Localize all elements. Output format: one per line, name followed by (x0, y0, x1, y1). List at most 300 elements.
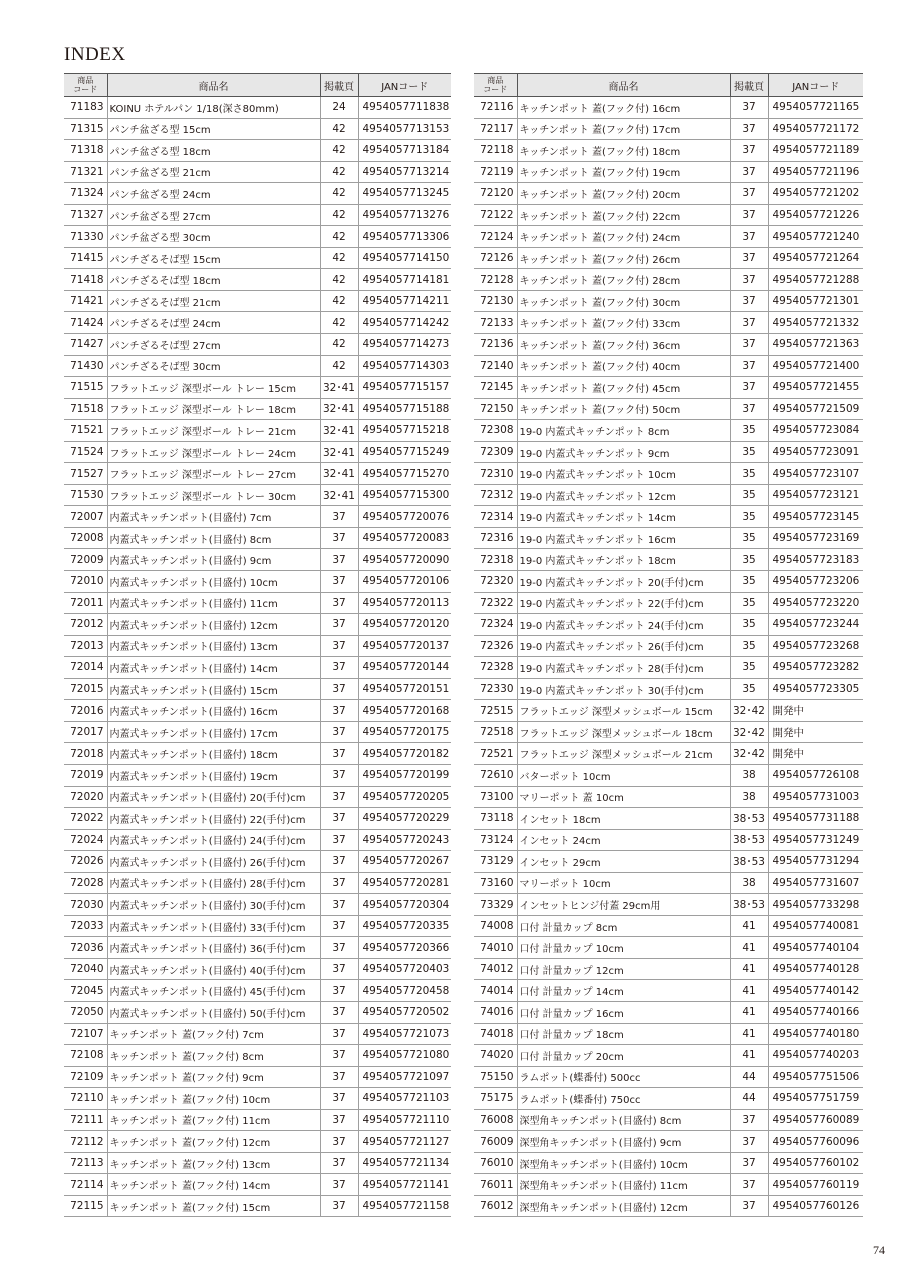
jan-code-cell: 4954057751506 (768, 1066, 863, 1088)
product-name-cell: キッチンポット 蓋(フック付) 24cm (517, 226, 730, 248)
jan-code-cell: 4954057723145 (768, 506, 863, 528)
jan-code-cell: 4954057723268 (768, 635, 863, 657)
page-cell: 37 (320, 1152, 358, 1174)
page-cell: 37 (320, 592, 358, 614)
table-row (474, 851, 863, 873)
page-cell: 37 (320, 506, 358, 528)
jan-code-cell: 4954057720113 (358, 592, 451, 614)
table-row (64, 527, 451, 549)
product-name-cell: キッチンポット 蓋(フック付) 50cm (517, 398, 730, 420)
jan-code-cell: 4954057721080 (358, 1045, 451, 1067)
product-name-cell: キッチンポット 蓋(フック付) 16cm (517, 97, 730, 119)
table-row (474, 894, 863, 916)
table-row (474, 183, 863, 205)
product-code-cell: 72122 (474, 204, 517, 226)
page-cell: 24 (320, 97, 358, 119)
table-row (64, 463, 451, 485)
product-code-cell: 72521 (474, 743, 517, 765)
page-cell: 32･41 (320, 484, 358, 506)
page-cell: 37 (320, 700, 358, 722)
jan-code-cell: 4954057715249 (358, 441, 451, 463)
product-code-cell: 71418 (64, 269, 107, 291)
product-name-cell: インセット 29cm (517, 851, 730, 873)
page-cell: 42 (320, 183, 358, 205)
page-cell: 32･41 (320, 398, 358, 420)
page-cell: 35 (730, 592, 768, 614)
page-cell: 32･42 (730, 700, 768, 722)
jan-code-cell: 4954057720366 (358, 937, 451, 959)
table-row (474, 700, 863, 722)
jan-code-cell: 4954057720144 (358, 657, 451, 679)
product-name-cell: 19-0 内蓋式キッチンポット 12cm (517, 484, 730, 506)
product-code-cell: 72314 (474, 506, 517, 528)
page-number: 74 (873, 1243, 885, 1257)
product-name-cell: 19-0 内蓋式キッチンポット 30(手付)cm (517, 678, 730, 700)
jan-code-cell: 4954057740128 (768, 958, 863, 980)
product-code-cell: 71518 (64, 398, 107, 420)
page-cell: 41 (730, 1045, 768, 1067)
index-table-right (474, 73, 863, 1217)
product-name-cell: 口付 計量カップ 14cm (517, 980, 730, 1002)
page-cell: 37 (730, 183, 768, 205)
header-product-code: 商品 コード (474, 74, 517, 97)
product-name-cell: キッチンポット 蓋(フック付) 30cm (517, 290, 730, 312)
product-code-cell: 74016 (474, 1001, 517, 1023)
product-code-cell: 72326 (474, 635, 517, 657)
product-name-cell: 口付 計量カップ 10cm (517, 937, 730, 959)
product-name-cell: 内蓋式キッチンポット(目盛付) 22(手付)cm (107, 808, 320, 830)
product-code-cell: 72120 (474, 183, 517, 205)
jan-code-cell: 4954057721455 (768, 377, 863, 399)
jan-code-cell: 4954057721134 (358, 1152, 451, 1174)
product-code-cell: 72136 (474, 334, 517, 356)
product-code-cell: 72112 (64, 1131, 107, 1153)
page-cell: 35 (730, 527, 768, 549)
product-code-cell: 72036 (64, 937, 107, 959)
jan-code-cell: 4954057715270 (358, 463, 451, 485)
product-name-cell: 内蓋式キッチンポット(目盛付) 10cm (107, 571, 320, 593)
product-name-cell: 内蓋式キッチンポット(目盛付) 11cm (107, 592, 320, 614)
page-cell: 37 (320, 1045, 358, 1067)
page-cell: 42 (320, 312, 358, 334)
jan-code-cell: 4954057720175 (358, 721, 451, 743)
product-code-cell: 71327 (64, 204, 107, 226)
table-row (474, 915, 863, 937)
jan-code-cell: 4954057740142 (768, 980, 863, 1002)
product-name-cell: 内蓋式キッチンポット(目盛付) 40(手付)cm (107, 958, 320, 980)
product-code-cell: 73129 (474, 851, 517, 873)
product-name-cell: フラットエッジ 深型メッシュボール 18cm (517, 721, 730, 743)
page-cell: 37 (320, 657, 358, 679)
page-cell: 32･41 (320, 441, 358, 463)
page-cell: 37 (320, 808, 358, 830)
product-code-cell: 72610 (474, 764, 517, 786)
product-code-cell: 72010 (64, 571, 107, 593)
product-name-cell: 口付 計量カップ 8cm (517, 915, 730, 937)
product-name-cell: 深型角キッチンポット(目盛付) 10cm (517, 1152, 730, 1174)
jan-code-cell: 4954057723220 (768, 592, 863, 614)
page-cell: 37 (730, 355, 768, 377)
product-name-cell: インセット 18cm (517, 808, 730, 830)
product-code-cell: 72020 (64, 786, 107, 808)
product-name-cell: キッチンポット 蓋(フック付) 15cm (107, 1195, 320, 1217)
page-cell: 35 (730, 463, 768, 485)
page-cell: 35 (730, 441, 768, 463)
product-code-cell: 72017 (64, 721, 107, 743)
jan-code-cell: 4954057723206 (768, 571, 863, 593)
header-product-name: 商品名 (107, 74, 320, 97)
table-row (64, 506, 451, 528)
product-code-cell: 71315 (64, 118, 107, 140)
product-code-cell: 71424 (64, 312, 107, 334)
product-code-cell: 73160 (474, 872, 517, 894)
page-cell: 37 (730, 398, 768, 420)
table-row (474, 808, 863, 830)
table-row (64, 700, 451, 722)
product-name-cell: 内蓋式キッチンポット(目盛付) 45(手付)cm (107, 980, 320, 1002)
table-row (474, 549, 863, 571)
product-name-cell: 19-0 内蓋式キッチンポット 18cm (517, 549, 730, 571)
table-row (64, 657, 451, 679)
product-name-cell: キッチンポット 蓋(フック付) 19cm (517, 161, 730, 183)
page-cell: 35 (730, 678, 768, 700)
jan-code-cell: 4954057726108 (768, 764, 863, 786)
jan-code-cell: 4954057713306 (358, 226, 451, 248)
header-page: 掲載頁 (730, 74, 768, 97)
table-row (474, 872, 863, 894)
table-row (64, 1045, 451, 1067)
product-code-cell: 72308 (474, 420, 517, 442)
product-name-cell: 19-0 内蓋式キッチンポット 24(手付)cm (517, 614, 730, 636)
jan-code-cell: 4954057720403 (358, 958, 451, 980)
product-name-cell: キッチンポット 蓋(フック付) 13cm (107, 1152, 320, 1174)
product-name-cell: 内蓋式キッチンポット(目盛付) 16cm (107, 700, 320, 722)
jan-code-cell: 4954057713153 (358, 118, 451, 140)
product-code-cell: 72033 (64, 915, 107, 937)
page-cell: 37 (730, 118, 768, 140)
jan-code-cell: 4954057720502 (358, 1001, 451, 1023)
product-code-cell: 72050 (64, 1001, 107, 1023)
page-cell: 37 (320, 786, 358, 808)
page-cell: 37 (320, 829, 358, 851)
table-row (64, 980, 451, 1002)
jan-code-cell: 4954057760102 (768, 1152, 863, 1174)
product-code-cell: 72318 (474, 549, 517, 571)
page-cell: 35 (730, 614, 768, 636)
product-name-cell: キッチンポット 蓋(フック付) 9cm (107, 1066, 320, 1088)
header-jan-code: JANコード (358, 74, 451, 97)
product-name-cell: パンチざるそば型 15cm (107, 247, 320, 269)
jan-code-cell: 4954057721103 (358, 1088, 451, 1110)
product-name-cell: キッチンポット 蓋(フック付) 11cm (107, 1109, 320, 1131)
page-cell: 38･53 (730, 829, 768, 851)
table-row (64, 290, 451, 312)
product-code-cell: 72312 (474, 484, 517, 506)
jan-code-cell: 4954057723107 (768, 463, 863, 485)
product-code-cell: 71530 (64, 484, 107, 506)
product-name-cell: バターポット 10cm (517, 764, 730, 786)
product-code-cell: 72012 (64, 614, 107, 636)
jan-code-cell: 4954057720304 (358, 894, 451, 916)
table-row (64, 441, 451, 463)
jan-code-cell: 4954057721509 (768, 398, 863, 420)
product-code-cell: 71321 (64, 161, 107, 183)
jan-code-cell: 4954057720168 (358, 700, 451, 722)
product-name-cell: 深型角キッチンポット(目盛付) 11cm (517, 1174, 730, 1196)
product-code-cell: 76008 (474, 1109, 517, 1131)
product-name-cell: キッチンポット 蓋(フック付) 18cm (517, 140, 730, 162)
product-name-cell: 内蓋式キッチンポット(目盛付) 19cm (107, 764, 320, 786)
product-code-cell: 72113 (64, 1152, 107, 1174)
jan-code-cell: 4954057723183 (768, 549, 863, 571)
jan-code-cell: 4954057723169 (768, 527, 863, 549)
product-name-cell: 内蓋式キッチンポット(目盛付) 24(手付)cm (107, 829, 320, 851)
product-name-cell: キッチンポット 蓋(フック付) 36cm (517, 334, 730, 356)
table-row (474, 226, 863, 248)
page-cell: 42 (320, 161, 358, 183)
product-code-cell: 72007 (64, 506, 107, 528)
product-code-cell: 72117 (474, 118, 517, 140)
product-code-cell: 72316 (474, 527, 517, 549)
product-code-cell: 74012 (474, 958, 517, 980)
table-row (64, 161, 451, 183)
product-name-cell: キッチンポット 蓋(フック付) 22cm (517, 204, 730, 226)
jan-code-cell: 4954057721301 (768, 290, 863, 312)
product-name-cell: キッチンポット 蓋(フック付) 28cm (517, 269, 730, 291)
table-row (64, 872, 451, 894)
product-code-cell: 74018 (474, 1023, 517, 1045)
page-cell: 37 (320, 894, 358, 916)
page-cell: 37 (730, 97, 768, 119)
product-code-cell: 71330 (64, 226, 107, 248)
page-cell: 37 (320, 571, 358, 593)
jan-code-cell: 4954057720076 (358, 506, 451, 528)
product-code-cell: 72115 (64, 1195, 107, 1217)
product-name-cell: フラットエッジ 深型メッシュボール 15cm (517, 700, 730, 722)
page-cell: 37 (320, 614, 358, 636)
product-code-cell: 72107 (64, 1023, 107, 1045)
product-code-cell: 72013 (64, 635, 107, 657)
jan-code-cell: 4954057720267 (358, 851, 451, 873)
table-row (64, 764, 451, 786)
product-name-cell: フラットエッジ 深型ボール トレー 18cm (107, 398, 320, 420)
product-name-cell: 19-0 内蓋式キッチンポット 8cm (517, 420, 730, 442)
product-name-cell: 深型角キッチンポット(目盛付) 8cm (517, 1109, 730, 1131)
product-name-cell: キッチンポット 蓋(フック付) 7cm (107, 1023, 320, 1045)
jan-code-cell: 4954057721158 (358, 1195, 451, 1217)
page-cell: 37 (320, 527, 358, 549)
page-cell: 35 (730, 484, 768, 506)
jan-code-cell: 4954057720151 (358, 678, 451, 700)
product-code-cell: 72108 (64, 1045, 107, 1067)
product-name-cell: 19-0 内蓋式キッチンポット 16cm (517, 527, 730, 549)
product-name-cell: パンチざるそば型 30cm (107, 355, 320, 377)
jan-code-cell: 4954057714181 (358, 269, 451, 291)
jan-code-cell: 4954057733298 (768, 894, 863, 916)
page-cell: 41 (730, 915, 768, 937)
page-cell: 37 (320, 743, 358, 765)
table-row (64, 377, 451, 399)
product-name-cell: パンチ盆ざる型 15cm (107, 118, 320, 140)
page-cell: 37 (320, 1109, 358, 1131)
page-cell: 37 (730, 1174, 768, 1196)
product-name-cell: ラムポット(蝶番付) 500cc (517, 1066, 730, 1088)
jan-code-cell: 4954057723121 (768, 484, 863, 506)
table-row (64, 958, 451, 980)
page-cell: 37 (320, 1066, 358, 1088)
page-cell: 37 (730, 269, 768, 291)
product-code-cell: 72515 (474, 700, 517, 722)
page-cell: 38 (730, 872, 768, 894)
product-name-cell: 内蓋式キッチンポット(目盛付) 8cm (107, 527, 320, 549)
page-cell: 42 (320, 334, 358, 356)
product-code-cell: 72040 (64, 958, 107, 980)
product-code-cell: 72145 (474, 377, 517, 399)
table-row (474, 1174, 863, 1196)
product-name-cell: 内蓋式キッチンポット(目盛付) 12cm (107, 614, 320, 636)
page-cell: 38･53 (730, 808, 768, 830)
page-cell: 37 (730, 1109, 768, 1131)
product-code-cell: 72024 (64, 829, 107, 851)
table-row (474, 614, 863, 636)
jan-code-cell: 4954057723282 (768, 657, 863, 679)
page-cell: 37 (730, 1195, 768, 1217)
page-cell: 37 (730, 140, 768, 162)
table-row (64, 894, 451, 916)
page-cell: 37 (730, 226, 768, 248)
jan-code-cell: 4954057740104 (768, 937, 863, 959)
jan-code-cell: 4954057721288 (768, 269, 863, 291)
product-name-cell: 19-0 内蓋式キッチンポット 26(手付)cm (517, 635, 730, 657)
product-name-cell: 内蓋式キッチンポット(目盛付) 50(手付)cm (107, 1001, 320, 1023)
product-name-cell: インセット 24cm (517, 829, 730, 851)
product-code-cell: 72518 (474, 721, 517, 743)
table-row (474, 140, 863, 162)
jan-code-cell: 4954057715300 (358, 484, 451, 506)
product-code-cell: 72015 (64, 678, 107, 700)
table-row (64, 635, 451, 657)
product-name-cell: 口付 計量カップ 16cm (517, 1001, 730, 1023)
table-row (64, 420, 451, 442)
product-code-cell: 72030 (64, 894, 107, 916)
product-code-cell: 74014 (474, 980, 517, 1002)
product-code-cell: 72320 (474, 571, 517, 593)
jan-code-cell: 4954057740203 (768, 1045, 863, 1067)
product-name-cell: 口付 計量カップ 12cm (517, 958, 730, 980)
table-row (474, 635, 863, 657)
table-row (64, 269, 451, 291)
jan-code-cell: 4954057711838 (358, 97, 451, 119)
table-row (474, 786, 863, 808)
product-code-cell: 71318 (64, 140, 107, 162)
table-body (64, 97, 451, 1217)
product-name-cell: 内蓋式キッチンポット(目盛付) 36(手付)cm (107, 937, 320, 959)
table-row (474, 1023, 863, 1045)
jan-code-cell: 4954057720120 (358, 614, 451, 636)
jan-code-cell: 4954057714303 (358, 355, 451, 377)
product-name-cell: 19-0 内蓋式キッチンポット 14cm (517, 506, 730, 528)
jan-code-cell: 4954057715218 (358, 420, 451, 442)
page-cell: 41 (730, 980, 768, 1002)
product-code-cell: 72118 (474, 140, 517, 162)
table-row (64, 334, 451, 356)
page-cell: 37 (320, 851, 358, 873)
product-code-cell: 72130 (474, 290, 517, 312)
table-row (474, 506, 863, 528)
table-row (64, 1088, 451, 1110)
table-row (474, 441, 863, 463)
table-row (474, 269, 863, 291)
product-code-cell: 71515 (64, 377, 107, 399)
jan-code-cell: 4954057723091 (768, 441, 863, 463)
product-code-cell: 71415 (64, 247, 107, 269)
product-name-cell: 口付 計量カップ 18cm (517, 1023, 730, 1045)
jan-code-cell: 4954057740166 (768, 1001, 863, 1023)
page-cell: 37 (320, 1195, 358, 1217)
jan-code-cell: 4954057720137 (358, 635, 451, 657)
product-name-cell: パンチ盆ざる型 18cm (107, 140, 320, 162)
table-body (474, 97, 863, 1217)
jan-code-cell: 開発中 (768, 700, 863, 722)
page-cell: 42 (320, 290, 358, 312)
product-code-cell: 71524 (64, 441, 107, 463)
page-cell: 44 (730, 1088, 768, 1110)
table-row (64, 592, 451, 614)
table-row (474, 1045, 863, 1067)
table-row (474, 527, 863, 549)
page-cell: 41 (730, 1001, 768, 1023)
product-code-cell: 71527 (64, 463, 107, 485)
product-name-cell: 内蓋式キッチンポット(目盛付) 13cm (107, 635, 320, 657)
page-cell: 35 (730, 420, 768, 442)
product-code-cell: 72111 (64, 1109, 107, 1131)
jan-code-cell: 4954057721226 (768, 204, 863, 226)
product-code-cell: 73329 (474, 894, 517, 916)
table-row (474, 398, 863, 420)
page-cell: 37 (320, 635, 358, 657)
header-jan-code: JANコード (768, 74, 863, 97)
product-name-cell: パンチざるそば型 21cm (107, 290, 320, 312)
jan-code-cell: 4954057714150 (358, 247, 451, 269)
page-cell: 42 (320, 269, 358, 291)
product-name-cell: キッチンポット 蓋(フック付) 17cm (517, 118, 730, 140)
table-row (64, 1174, 451, 1196)
table-row (64, 571, 451, 593)
product-code-cell: 72309 (474, 441, 517, 463)
jan-code-cell: 4954057721400 (768, 355, 863, 377)
jan-code-cell: 4954057731294 (768, 851, 863, 873)
product-code-cell: 75175 (474, 1088, 517, 1110)
jan-code-cell: 4954057760089 (768, 1109, 863, 1131)
product-name-cell: 口付 計量カップ 20cm (517, 1045, 730, 1067)
table-row (474, 1152, 863, 1174)
product-code-cell: 73124 (474, 829, 517, 851)
jan-code-cell: 4954057760096 (768, 1131, 863, 1153)
table-row (64, 484, 451, 506)
jan-code-cell: 4954057751759 (768, 1088, 863, 1110)
product-code-cell: 71427 (64, 334, 107, 356)
product-code-cell: 72114 (64, 1174, 107, 1196)
table-row (474, 829, 863, 851)
page-cell: 32･41 (320, 377, 358, 399)
jan-code-cell: 4954057740180 (768, 1023, 863, 1045)
product-code-cell: 72128 (474, 269, 517, 291)
table-row (64, 549, 451, 571)
page-cell: 37 (320, 915, 358, 937)
page-cell: 35 (730, 657, 768, 679)
table-row (474, 1195, 863, 1217)
product-name-cell: フラットエッジ 深型ボール トレー 24cm (107, 441, 320, 463)
